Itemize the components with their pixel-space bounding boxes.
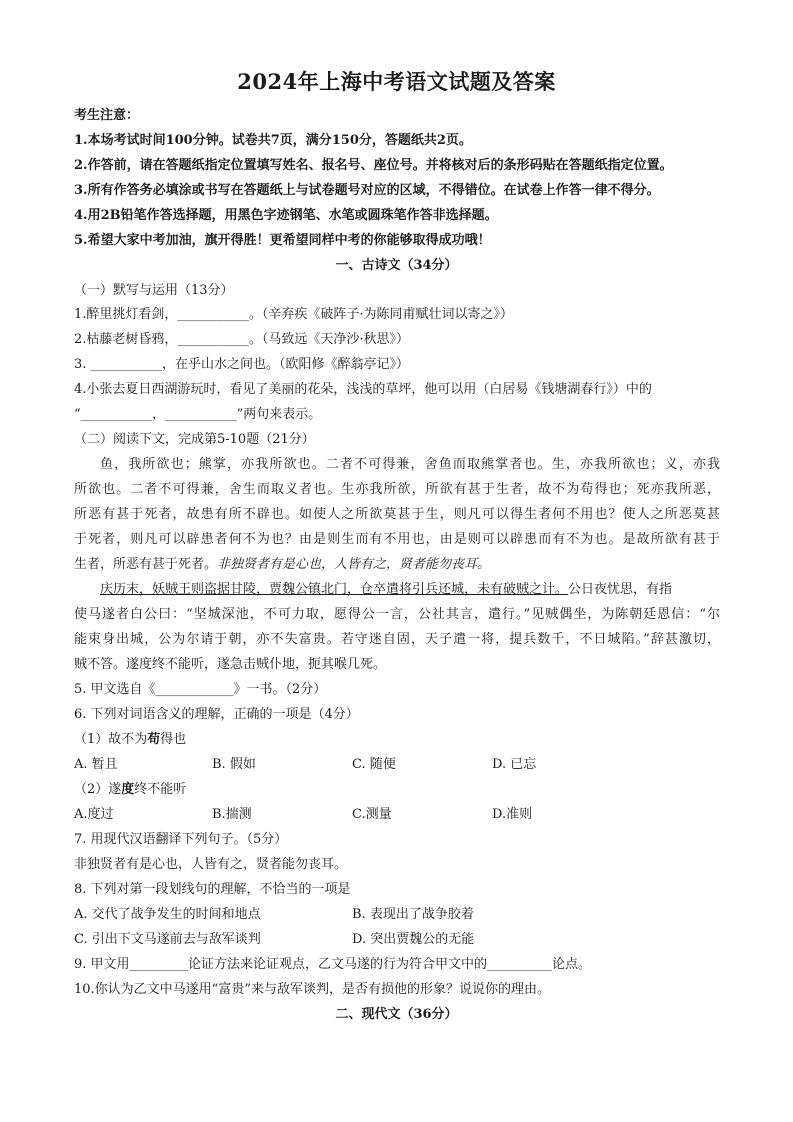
passage-b-line4: 贼不答。遂度终不能听，遂急击贼仆地，扼其喉几死。: [74, 657, 387, 672]
notice-item-4: 4.用2B铅笔作答选择题，用黑色字迹钢笔、水笔或圆珠笔作答非选择题。: [74, 208, 498, 223]
q6-1-option-d: D. 已忘: [492, 757, 537, 772]
notice-item-2: 2.作答前，请在答题纸指定位置填写姓名、报名号、座位号。并将核对后的条形码贴在答题纸指定位置。: [74, 158, 673, 173]
page-title: 2024年上海中考语文试题及答案: [237, 69, 556, 94]
question-8: 8. 下列对第一段划线句的理解，不恰当的一项是: [74, 882, 351, 897]
section2-heading: 二、现代文（36分）: [335, 1007, 458, 1022]
passage-a-line1: 鱼，我所欲也；熊掌，亦我所欲也。二者不可得兼，舍鱼而取熊掌者也。生，亦我所欲也；义，亦我: [100, 457, 720, 472]
q6-1-option-a: A. 暂且: [74, 757, 118, 772]
notice-heading: 考生注意：: [74, 108, 140, 123]
q6-1-keyword: 苟: [147, 732, 161, 747]
q6-2-option-d: D.准则: [492, 807, 533, 822]
question-6: 6. 下列对词语含义的理解，正确的一项是（4分）: [74, 707, 359, 722]
passage-a-italic-sentence: 非独贤者有是心也，人皆有之，贤者能勿丧耳。: [217, 557, 491, 572]
q6-1-option-c: C. 随便: [352, 757, 396, 772]
passage-a-line4: 于死者，则凡可以辟患者何不为也？由是则生而有不用也，由是则可以辟患而有不为也。是故所欲有甚于: [74, 532, 720, 547]
q6-2-option-b: B.揣测: [212, 807, 252, 822]
question-7: 7. 用现代汉语翻译下列句子。（5分）: [74, 832, 288, 847]
section1-heading: 一、古诗文（34分）: [335, 258, 458, 273]
passage-a-line3: 所恶有甚于死者，故患有所不辟也。如使人之所欲莫甚于生，则凡可以得生者何不用也？使人之所恶莫甚: [74, 507, 720, 522]
question-7-sentence: 非独贤者有是心也，人皆有之，贤者能勿丧耳。: [74, 857, 348, 872]
passage-b-line1: [100, 581, 672, 599]
question-2: 2.枯藤老树昏鸦，___________。（马致远《天净沙·秋思》）: [74, 332, 410, 347]
question-6-2-stem: [74, 781, 186, 799]
question-6-1-stem: [74, 731, 186, 749]
passage-a-line5-text: 生者，所恶有甚于死者。: [74, 557, 218, 572]
q8-option-d: D. 突出贾魏公的无能: [352, 932, 475, 947]
notice-item-3: 3.所有作答务必填涂或书写在答题纸上与试卷题号对应的区域，不得错位。在试卷上作答一律不得分。: [74, 183, 660, 198]
q8-option-b: B. 表现出了战争胶着: [352, 907, 474, 922]
q8-option-a: A. 交代了战争发生的时间和地点: [74, 907, 261, 922]
q6-2-option-a: A.度过: [74, 807, 114, 822]
q6-2-keyword: 度: [121, 782, 135, 797]
question-4-line1: 4.小张去夏日西湖游玩时，看见了美丽的花朵，浅浅的草坪，他可以用（白居易《钱塘湖春行》）中的: [74, 382, 652, 397]
question-9: 9. 甲文用_________论证方法来论证观点，乙文马遂的行为符合甲文中的__________论点。: [74, 957, 592, 972]
q6-2-stem-post: 终不能听: [134, 782, 187, 797]
question-3: 3. ___________，在乎山水之间也。（欧阳修《醉翁亭记》）: [74, 357, 410, 372]
q6-1-option-b: B. 假如: [212, 757, 256, 772]
q6-1-stem-post: 得也: [160, 732, 187, 747]
q6-2-option-c: C.测量: [352, 807, 392, 822]
q6-1-stem-pre: （1）故不为: [74, 732, 148, 747]
passage-a-line2: 所欲也。二者不可得兼，舍生而取义者也。生亦我所欲，所欲有甚于生者，故不为苟得也；死亦我所恶，: [74, 482, 720, 497]
question-5: 5. 甲文选自《____________》一书。（2分）: [74, 682, 327, 697]
part2-heading: （二）阅读下文，完成第5-10题（21分）: [74, 432, 315, 447]
underlined-sentence: 庆历末，妖贼王则盗据甘陵，贾魏公镇北门，仓卒遣将引兵还城，未有破贼之计。: [100, 582, 569, 597]
passage-b-line3: 能束身出城，公为尔请于朝，亦不失富贵。若守迷自固，天子遣一将，提兵数千，不日城陷。”辞甚激切，: [74, 632, 720, 647]
question-10: 10.你认为乙文中马遂用“富贵”来与敌军谈判，是否有损他的形象？说说你的理由。: [74, 982, 550, 997]
part1-heading: （一）默写与运用（13分）: [74, 283, 234, 298]
passage-b-line1-rest: 公日夜忧思，有指: [568, 582, 673, 597]
notice-item-5: 5.希望大家中考加油，旗开得胜！更希望同样中考的你能够取得成功哦！: [74, 233, 491, 248]
question-1: 1.醉里挑灯看剑，___________。（辛弃疾《破阵子·为陈同甫赋壮词以寄之》）: [74, 307, 514, 322]
q6-2-stem-pre: （2）遂: [74, 782, 122, 797]
passage-b-line2: 使马遂者白公曰：“坚城深池，不可力取，愿得公一言，公社其言，遣行。”见贼偶坐，为陈朝廷恩信：“尔: [74, 607, 720, 622]
q8-option-c: C. 引出下文马遂前去与敌军谈判: [74, 932, 261, 947]
question-4-line2: “___________，___________”两句来表示。: [74, 407, 322, 422]
notice-item-1: 1.本场考试时间100分钟。试卷共7页，满分150分，答题纸共2页。: [74, 133, 472, 148]
passage-a-line5: [74, 556, 490, 574]
